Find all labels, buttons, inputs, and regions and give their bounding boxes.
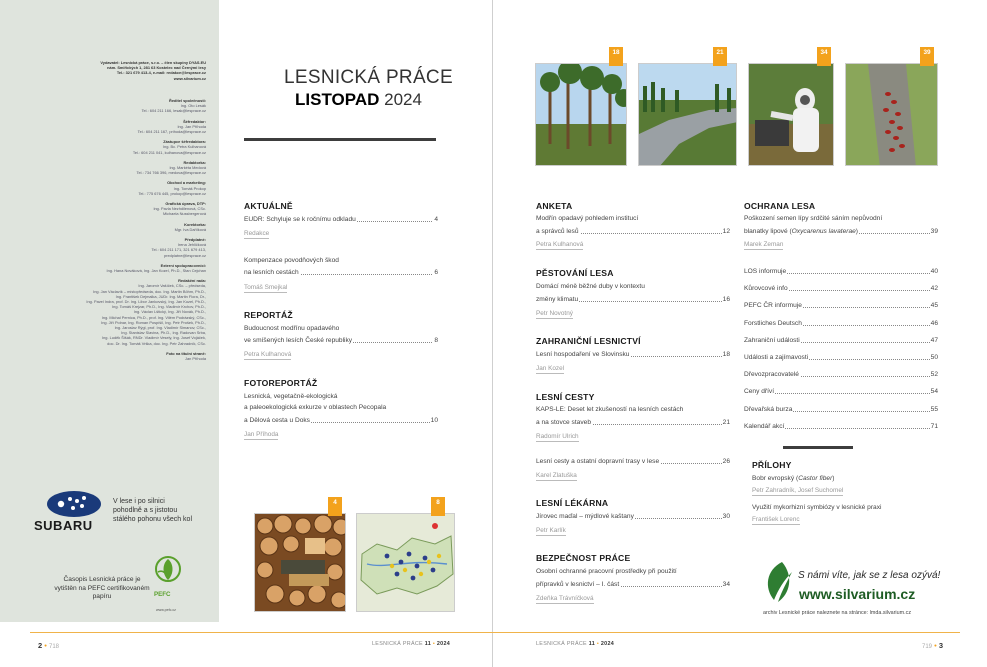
section-title: PŘÍLOHY bbox=[752, 460, 792, 470]
toc-entry-title: Lesnická, vegetačně-ekologická bbox=[244, 393, 338, 400]
header-rule bbox=[244, 138, 436, 141]
masthead-role: Foto na titulní straně: bbox=[166, 350, 206, 356]
magazine-title: LESNICKÁ PRÁCE bbox=[284, 67, 453, 88]
masthead-line: Irena Jehličková bbox=[177, 242, 206, 248]
pefc-note-line: Časopis Lesnická práce je bbox=[63, 576, 141, 583]
toc-entry-title: Kompenzace povodňových škod bbox=[244, 257, 339, 264]
toc-author: Radomír Ulrich bbox=[536, 433, 579, 440]
toc-entry-title: Forstliches Deutsch bbox=[744, 319, 802, 327]
masthead-block bbox=[86, 278, 206, 346]
toc-entry-page: 45 bbox=[930, 302, 938, 310]
toc-author: Tomáš Smejkal bbox=[244, 284, 288, 291]
toc-entry-page: 21 bbox=[722, 419, 730, 426]
toc-entry-title: Jírovec maďal – mýdlové kaštany bbox=[536, 513, 634, 520]
publisher-line: www.silvarium.cz bbox=[173, 75, 206, 81]
masthead-line: Mgr. Iva Dařílková bbox=[174, 226, 206, 232]
wood-pile-image bbox=[255, 514, 346, 612]
toc-entry-title: Osobní ochranné pracovní prostředky při použití bbox=[536, 568, 677, 575]
section-title: PĚSTOVÁNÍ LESA bbox=[536, 268, 614, 278]
forest-road-image bbox=[639, 64, 737, 166]
toc-author: František Lorenc bbox=[752, 516, 800, 523]
masthead-line: Ing. Markéta Medová bbox=[169, 165, 206, 170]
section-title: ANKETA bbox=[536, 201, 573, 211]
masthead-line: Tel.: 604 211 171, 321 679 413, bbox=[151, 247, 206, 253]
masthead-role: Předplatné: bbox=[184, 237, 206, 242]
running-title: LESNICKÁ PRÁCE bbox=[372, 641, 423, 647]
pefc-note-line: papíru bbox=[92, 593, 112, 601]
toc-author: Petra Kulhanová bbox=[536, 241, 584, 248]
masthead-line: Tel.: 734 766 396, medova@lesprace.cz bbox=[136, 170, 206, 176]
toc-entry-title: Události a zajímavosti bbox=[744, 354, 809, 361]
masthead-block bbox=[138, 180, 206, 196]
toc-entry-title: EUDR: Schyluje se k ročnímu odkladu bbox=[244, 216, 356, 223]
toc-entry-title: LOS informuje bbox=[744, 268, 787, 275]
toc-entry-title: Domácí méně běžné duby v kontextu bbox=[536, 283, 645, 290]
toc-entry-title: Budoucnost modřínu opadavého bbox=[244, 325, 340, 332]
section-title: REPORTÁŽ bbox=[244, 310, 293, 320]
toc-entry-title: přípravků v lesnictví – I. část bbox=[536, 581, 620, 588]
masthead-block bbox=[133, 139, 206, 155]
section-title: LESNÍ CESTY bbox=[536, 392, 595, 402]
toc-entry-title: Poškození semen lípy srdčité sáním nepůvodní bbox=[744, 215, 883, 222]
toc-author: Marek Zeman bbox=[744, 241, 784, 248]
masthead-line: Ing. Hana Nováková, Ing. Jan Kozel, Ph.D., Stan Cejchan bbox=[106, 268, 206, 273]
silvarium-slogan: S námi víte, jak se z lesa ozývá! bbox=[798, 570, 941, 581]
footer-rule bbox=[30, 632, 960, 633]
masthead-line: Ing. Bc. Petra Kulhanová bbox=[162, 144, 206, 150]
toc-entry-title: Lesní hospodaření ve Slovinsku bbox=[536, 351, 630, 358]
thumbnail-forest-road[interactable] bbox=[638, 63, 737, 166]
left-running-footer: LESNICKÁ PRÁCE 11 • 2024 bbox=[372, 641, 451, 647]
thumbnail-protective-suit[interactable] bbox=[748, 63, 834, 166]
toc-entry-title: a paleoekologická exkurze v oblastech Pecopala bbox=[244, 404, 387, 411]
masthead-role: Externí spolupracovníci: bbox=[160, 262, 206, 268]
masthead-line: Ing. Pavel Indra, prof. Dr. Ing. Libor Jankovský, Ing. Jan Kozel, Ph.D., bbox=[86, 299, 206, 304]
toc-entry-title: změny klimatu bbox=[536, 296, 579, 303]
masthead-line: Jan Příhoda bbox=[185, 356, 206, 361]
issue-number: 11 bbox=[588, 641, 596, 647]
toc-entry-title: Ceny dříví bbox=[744, 388, 775, 396]
subaru-slogan-line: stálého pohonu všech kol bbox=[113, 516, 192, 523]
map-image bbox=[357, 514, 455, 612]
section-title: AKTUÁLNĚ bbox=[244, 201, 293, 211]
toc-entry-page: 47 bbox=[930, 336, 938, 344]
thumbnail-wood-pile[interactable] bbox=[254, 513, 346, 612]
masthead-line: doc. Dr. Ing. Tomáš Vrška, doc. Ing. Petr Zahradník, CSc. bbox=[107, 340, 206, 346]
masthead-block bbox=[138, 119, 206, 135]
masthead-line: Ing. Luděk Šišák, RNDr. Vladimír Vesely, Ing. Josef Vojáček, bbox=[102, 335, 206, 341]
masthead-line: Ing. Václav Lštický, Ing. Jiří Novák, Ph.D., bbox=[133, 309, 206, 315]
masthead-block bbox=[166, 351, 206, 361]
masthead-block bbox=[153, 201, 206, 217]
masthead-line: Ing. Pavla Nezhdilenová, CSc. bbox=[153, 206, 206, 212]
masthead-role: Zástupce šéfredaktora: bbox=[163, 139, 206, 145]
pefc-note-line: vytištěn na PEFC certifikovaném bbox=[54, 584, 150, 592]
toc-entry-page: 30 bbox=[722, 513, 730, 520]
toc-entry-title: a správců lesů bbox=[536, 228, 579, 235]
left-folio: 2 • 718 bbox=[38, 641, 60, 650]
section-title: ZAHRANIČNÍ LESNICTVÍ bbox=[536, 336, 641, 346]
toc-entry-title[interactable]: Využití mykorhizní symbiózy v lesnické praxi bbox=[752, 504, 882, 511]
toc-entry-page: 12 bbox=[722, 228, 730, 235]
running-title: LESNICKÁ PRÁCE bbox=[536, 641, 587, 647]
toc-entry-page: 54 bbox=[930, 388, 938, 396]
page-tag: 4 bbox=[328, 497, 342, 516]
issue-year: 2024 bbox=[384, 90, 422, 109]
masthead-role: Obchod a marketing: bbox=[167, 180, 206, 186]
right-page-number: 3 bbox=[938, 641, 944, 650]
right-folio: 719 • 3 bbox=[922, 641, 944, 650]
bugs-on-bark-image bbox=[846, 64, 938, 166]
toc-author: Jan Kozel bbox=[536, 365, 565, 372]
toc-entry-title: a Dělová cesta u Doks bbox=[244, 417, 310, 424]
masthead-line: Tel.: 604 211 166, lesak@lesprace.cz bbox=[141, 108, 206, 114]
page-tag: 8 bbox=[431, 497, 445, 516]
toc-entry-title bbox=[744, 227, 859, 236]
publisher-line: Tel.: 321 679 413-4, e-mail: redakce@lesprace.cz bbox=[116, 70, 206, 76]
toc-entry-page: 8 bbox=[434, 337, 438, 344]
masthead-role: Redakční rada: bbox=[178, 278, 206, 284]
subaru-wordmark: SUBARU bbox=[34, 518, 93, 533]
species-name: Castor fiber bbox=[798, 475, 833, 482]
toc-entry-page: 55 bbox=[930, 405, 938, 413]
thumbnail-map[interactable] bbox=[356, 513, 455, 612]
right-continuous-page: 719 bbox=[922, 644, 933, 650]
section-title: LESNÍ LÉKÁRNA bbox=[536, 498, 609, 508]
toc-entry-page: 39 bbox=[930, 228, 938, 235]
archive-note: archiv Lesnické práce naleznete na stránce: lmda.silvarium.cz bbox=[763, 610, 912, 616]
toc-entry-page: 52 bbox=[930, 371, 938, 379]
masthead-block bbox=[175, 222, 206, 232]
toc-entry-page: 6 bbox=[434, 269, 438, 276]
publisher-line: Vydavatel: Lesnická práce, s.r.o. – člen skupiny DYAS.EU bbox=[100, 60, 206, 65]
toc-author: Petra Kulhanová bbox=[244, 351, 292, 358]
masthead-line: Tel.: 775 676 445, prokop@lesprace.cz bbox=[138, 190, 206, 196]
pefc-note bbox=[46, 576, 158, 602]
toc-entry-title-part: Bobr evropský ( bbox=[752, 475, 799, 482]
toc-entry-title: ve smíšených lesích České republiky bbox=[244, 337, 353, 344]
masthead-block bbox=[137, 160, 206, 176]
masthead-line: Ing. Jan Václavík – místopředseda, doc. Ing. Martin Böhm, Ph.D., bbox=[93, 288, 206, 294]
masthead-sidebar bbox=[0, 0, 219, 622]
issue-date bbox=[295, 90, 422, 110]
masthead-line: Tel.: 604 211 167, prihoda@lesprace.cz bbox=[137, 129, 206, 134]
toc-entry-page: 46 bbox=[930, 319, 938, 327]
toc-entry-page: 16 bbox=[722, 296, 730, 303]
toc-entry-page: 42 bbox=[930, 285, 938, 293]
section-title: OCHRANA LESA bbox=[744, 201, 816, 211]
thumbnail-bugs-bark[interactable] bbox=[845, 63, 938, 166]
masthead-publisher bbox=[100, 60, 206, 81]
page-tag: 18 bbox=[609, 47, 623, 66]
masthead-line: Tel.: 604 211 041, kulhanova@lesprace.cz bbox=[132, 149, 206, 155]
toc-entry-title: Kalendář akcí bbox=[744, 422, 785, 430]
species-name: Oxycarenus lavaterae bbox=[791, 228, 856, 235]
masthead-role: Šéfredaktor: bbox=[183, 118, 206, 124]
page-tag: 21 bbox=[713, 47, 727, 66]
toc-author: Jan Příhoda bbox=[244, 431, 279, 438]
left-continuous-page: 718 bbox=[49, 644, 60, 650]
toc-entry-title: KAPS-LE: Deset let zkušeností na lesních cestách bbox=[536, 406, 684, 413]
toc-entry-page: 71 bbox=[930, 422, 938, 430]
toc-entry-page: 26 bbox=[722, 458, 730, 465]
toc-entry-title: na lesních cestách bbox=[244, 269, 299, 276]
toc-author: Petr Karlík bbox=[536, 527, 566, 534]
toc-entry-title: Kůrovcové info bbox=[744, 285, 788, 293]
forest-image bbox=[536, 64, 627, 166]
toc-entry-title: PEFC ČR informuje bbox=[744, 302, 802, 310]
toc-author: Karel Zlatuška bbox=[536, 472, 577, 479]
masthead-block bbox=[107, 263, 207, 273]
masthead-line: Ing. Michal Pernica, Ph.D., prof. Ing. Vilém Podrázský, CSc., bbox=[101, 314, 206, 320]
section-title: BEZPEČNOST PRÁCE bbox=[536, 553, 631, 563]
subaru-slogan bbox=[113, 497, 213, 524]
leaf-logo-icon bbox=[760, 560, 796, 604]
toc-entry-title: Lesní cesty a ostatní dopravní trasy v lese bbox=[536, 458, 660, 465]
toc-entry-page: 18 bbox=[722, 351, 730, 358]
toc-entry-title-part: ) bbox=[855, 228, 858, 235]
thumbnail-forest[interactable] bbox=[535, 63, 627, 166]
toc-entry-title: Zahraniční události bbox=[744, 336, 800, 344]
pefc-wordmark: PEFC bbox=[154, 591, 171, 598]
masthead-line: Ing. Jaroslav Rýgl, prof. Ing. Vladimír Simanov, CSc., bbox=[114, 325, 206, 331]
pefc-logo-icon bbox=[152, 556, 184, 590]
masthead-line: Ing. Jaromír Vašíček, CSc. – předseda, bbox=[138, 283, 206, 289]
issue-year: 2024 bbox=[600, 641, 615, 647]
toc-author: Zdeňka Trávníčková bbox=[536, 595, 594, 602]
subaru-slogan-line: V lese i po silnici bbox=[113, 498, 165, 505]
page-tag: 39 bbox=[920, 47, 934, 66]
masthead-block bbox=[152, 237, 206, 258]
masthead-line: Ing. František Dejmalka, JUDr. Ing. Martin Flora, Dr., bbox=[115, 293, 206, 299]
masthead-line: Ing. Stanislav Slavina, Ph.D., Ing. Radovan Srba, bbox=[121, 330, 206, 336]
subaru-logo bbox=[46, 490, 102, 518]
toc-author: Redakce bbox=[244, 230, 270, 237]
toc-entry-page: 10 bbox=[430, 417, 438, 424]
masthead-line: Ing. Tomáš Krejzar, Ph.D., Ing. Vladimír Krchov, Ph.D., bbox=[112, 304, 206, 310]
masthead-line: predplatne@lesprace.cz bbox=[163, 252, 206, 258]
toc-entry-title[interactable] bbox=[752, 474, 834, 485]
masthead-block bbox=[142, 98, 206, 114]
toc-entry-page: 50 bbox=[930, 354, 938, 361]
masthead-role: Grafická úprava, DTP: bbox=[165, 201, 206, 206]
silvarium-url[interactable]: www.silvarium.cz bbox=[799, 586, 916, 602]
masthead-role: Redaktorka: bbox=[183, 159, 206, 165]
masthead-role: Korektorka: bbox=[184, 221, 206, 227]
toc-entry-page: 4 bbox=[434, 216, 438, 223]
section-title: FOTOREPORTÁŽ bbox=[244, 378, 318, 388]
toc-author: Petr Zahradník, Josef Suchomel bbox=[752, 487, 844, 494]
pefc-url: www.pefc.cz bbox=[156, 608, 176, 612]
masthead-line: Ing. Oto Lesák bbox=[180, 103, 206, 109]
toc-author: Petr Novotný bbox=[536, 310, 573, 317]
left-page-number: 2 bbox=[38, 641, 43, 650]
masthead-line: Ing. Jan Příhoda bbox=[177, 123, 206, 129]
issue-year: 2024 bbox=[436, 641, 451, 647]
toc-entry-title-part: blanatky lipové ( bbox=[744, 228, 792, 235]
toc-entry-title: Dřevozpracovatelé bbox=[744, 371, 799, 379]
prilohy-rule bbox=[783, 446, 853, 449]
publisher-line: nám. Smiřických 1, 281 63 Kostelec nad Černými lesy bbox=[107, 65, 206, 71]
issue-month: LISTOPAD bbox=[295, 90, 380, 109]
subaru-slogan-line: pohodlně a s jistotou bbox=[113, 507, 178, 514]
masthead-line: Michaela Nussbergerová bbox=[162, 211, 206, 217]
page-tag: 34 bbox=[817, 47, 831, 66]
gutter-divider bbox=[492, 0, 493, 667]
masthead-role: Ředitel společnosti: bbox=[169, 98, 206, 103]
protective-suit-image bbox=[749, 64, 834, 166]
toc-entry-title: Dřevařská burza bbox=[744, 405, 793, 413]
toc-entry-title-part: ) bbox=[832, 475, 835, 482]
masthead-line: Ing. Tomáš Prokop bbox=[173, 185, 206, 191]
right-running-footer: LESNICKÁ PRÁCE 11 • 2024 bbox=[536, 641, 615, 647]
issue-number: 11 bbox=[424, 641, 432, 647]
toc-entry-title: Modřín opadavý pohledem institucí bbox=[536, 215, 639, 222]
toc-entry-page: 34 bbox=[722, 581, 730, 588]
toc-entry-title: a na stovce staveb bbox=[536, 419, 591, 426]
masthead-line: Ing. Jiří Polnar, Ing. Roman Pospíšil, Ing. Petr Prošek, Ph.D., bbox=[101, 319, 206, 325]
toc-entry-page: 40 bbox=[930, 268, 938, 275]
